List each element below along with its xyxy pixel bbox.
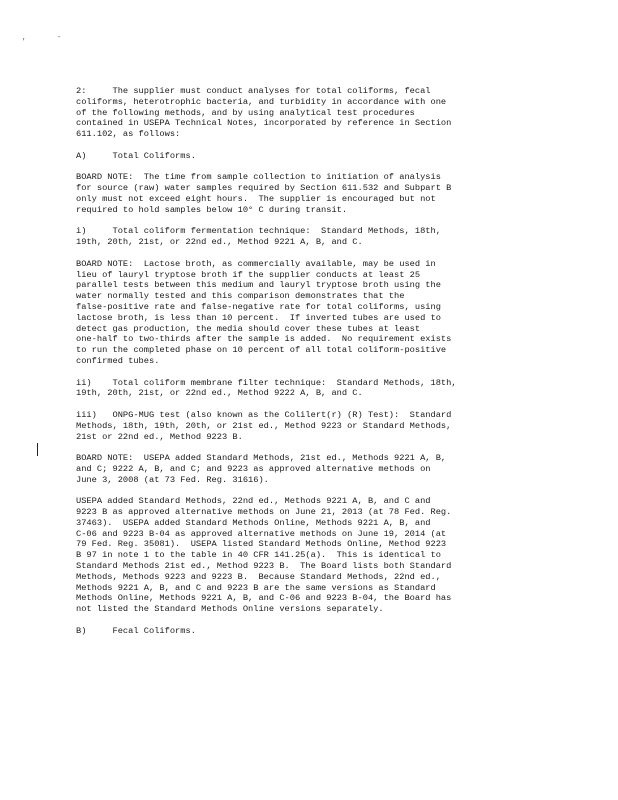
item-onpg-mug-test: iii) ONPG-MUG test (also known as the Colilert(r) (R) Test): Standard Methods, 18th, 19th, 20th, or 21st ed., Method 9223 or Standard Methods, 21st or 22nd ed., Method 9223 B. [76,409,452,442]
heading-fecal-coliforms: B) Fecal Coliforms. [76,625,196,636]
item-fermentation-technique: i) Total coliform fermentation technique: Standard Methods, 18th, 19th, 20th, 21st, or 22nd ed., Method 9221 A, B, and C. [76,226,441,248]
paragraph-standard-methods-online: USEPA added Standard Methods, 22nd ed., Methods 9221 A, B, and C and 9223 B as approved alternative methods on June 21, 2013 (at 78 Fed. Reg. 37463). USEPA added Standard Methods Online, Methods 9221 A, B, and C-06 and 9223 B-04 as approved alternative methods on June 19, 2014 (at 79 Fed. Reg. 35081). USEPA listed Standard Methods Online, Method 9223 B 97 in note 1 to the table in 40 CFR 141.25(a). This is identical to Standard Methods 21st ed., Method 9223 B. The Board lists both Standard Methods, Methods 9223 and 9223 B. Because Standard Methods, 22nd ed., Methods 9221 A, B, and C and 9223 B are the same versions as Standard Methods Online, Methods 9221 A, B, and C-06 and 9223 B-04, the Board has not listed the Standard Methods Online versions separately. [76,496,452,615]
board-note-lactose-broth: BOARD NOTE: Lactose broth, as commercially available, may be used in lieu of lauryl tryptose broth if the supplier conducts at least 25 parallel tests between this medium and lauryl tryptose broth using the water normally tested and this comparison demonstrates that the false-positive rate and false-negative rate for total coliforms, using lactose broth, is less than 10 percent. If inverted tubes are used to detect gas production, the media should cover these tubes at least one-half to two-thirds after the sample is added. No requirement exists to run the completed phase on 10 percent of all total coliform-positive confirmed tubes. [76,258,452,366]
item-membrane-filter: ii) Total coliform membrane filter technique: Standard Methods, 18th, 19th, 20th, 21st, or 22nd ed., Method 9222 A, B, and C. [76,377,457,399]
document-body [76,86,576,637]
revision-change-bar [37,443,38,456]
heading-total-coliforms: A) Total Coliforms. [76,150,196,161]
scan-mark: - [57,34,62,42]
board-note-usepa-added: BOARD NOTE: USEPA added Standard Methods, 21st ed., Methods 9221 A, B, and C; 9222 A, B, and C; and 9223 as approved alternative methods on June 3, 2008 (at 73 Fed. Reg. 31616). [76,453,447,485]
board-note-sample-time: BOARD NOTE: The time from sample collection to initiation of analysis for source (raw) water samples required by Section 611.532 and Subpart B only must not exceed eight hours. The supplier is encouraged but not required to hold samples below 10° C during transit. [76,172,452,215]
scan-mark: , [22,34,27,42]
paragraph-intro: 2: The supplier must conduct analyses for total coliforms, fecal coliforms, heterotrophic bacteria, and turbidity in accordance with one of the following methods, and by using analytical test procedures contained in USEPA Technical Notes, incorporated by reference in Section 611.102, as follows: [76,86,452,140]
